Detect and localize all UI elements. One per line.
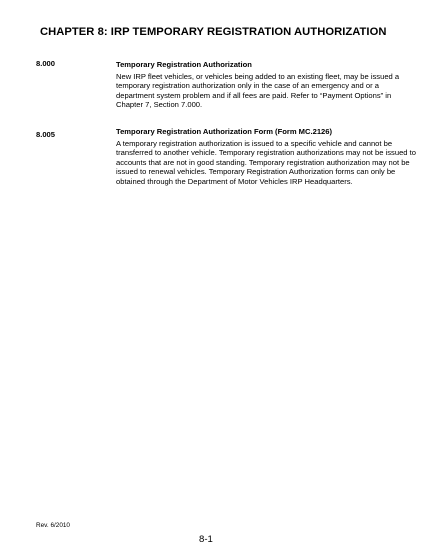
chapter-title: CHAPTER 8: IRP TEMPORARY REGISTRATION AUTHORIZATION <box>40 26 387 38</box>
section-number-8000: 8.000 <box>36 59 56 68</box>
section-body-form-mc2126: A temporary registration authorization is issued to a specific vehicle and cannot be transferred to another vehicle. Temporary registration authorizations may not be issued to accounts that are not in good standing. Temporary registration authorization may not be issued to renewal vehicles. Temporary Registration Authorization forms can only be obtained through the Department of Motor Vehicles IRP Headquarters. <box>116 139 416 186</box>
section-heading-form-mc2126: Temporary Registration Authorization Form (Form MC.2126) <box>116 127 333 136</box>
section-body-temporary-registration-authorization: New IRP fleet vehicles, or vehicles being added to an existing fleet, may be issued a temporary registration authorization only in the case of an emergency and or a department system problem and if all fees are paid. Refer to “Payment Options” in Chapter 7, Section 7.000. <box>116 72 400 110</box>
section-number-8005: 8.005 <box>36 130 56 139</box>
revision-date: Rev. 6/2010 <box>36 522 70 529</box>
page-number: 8-1 <box>199 534 213 545</box>
section-heading-temporary-registration-authorization: Temporary Registration Authorization <box>116 60 252 69</box>
